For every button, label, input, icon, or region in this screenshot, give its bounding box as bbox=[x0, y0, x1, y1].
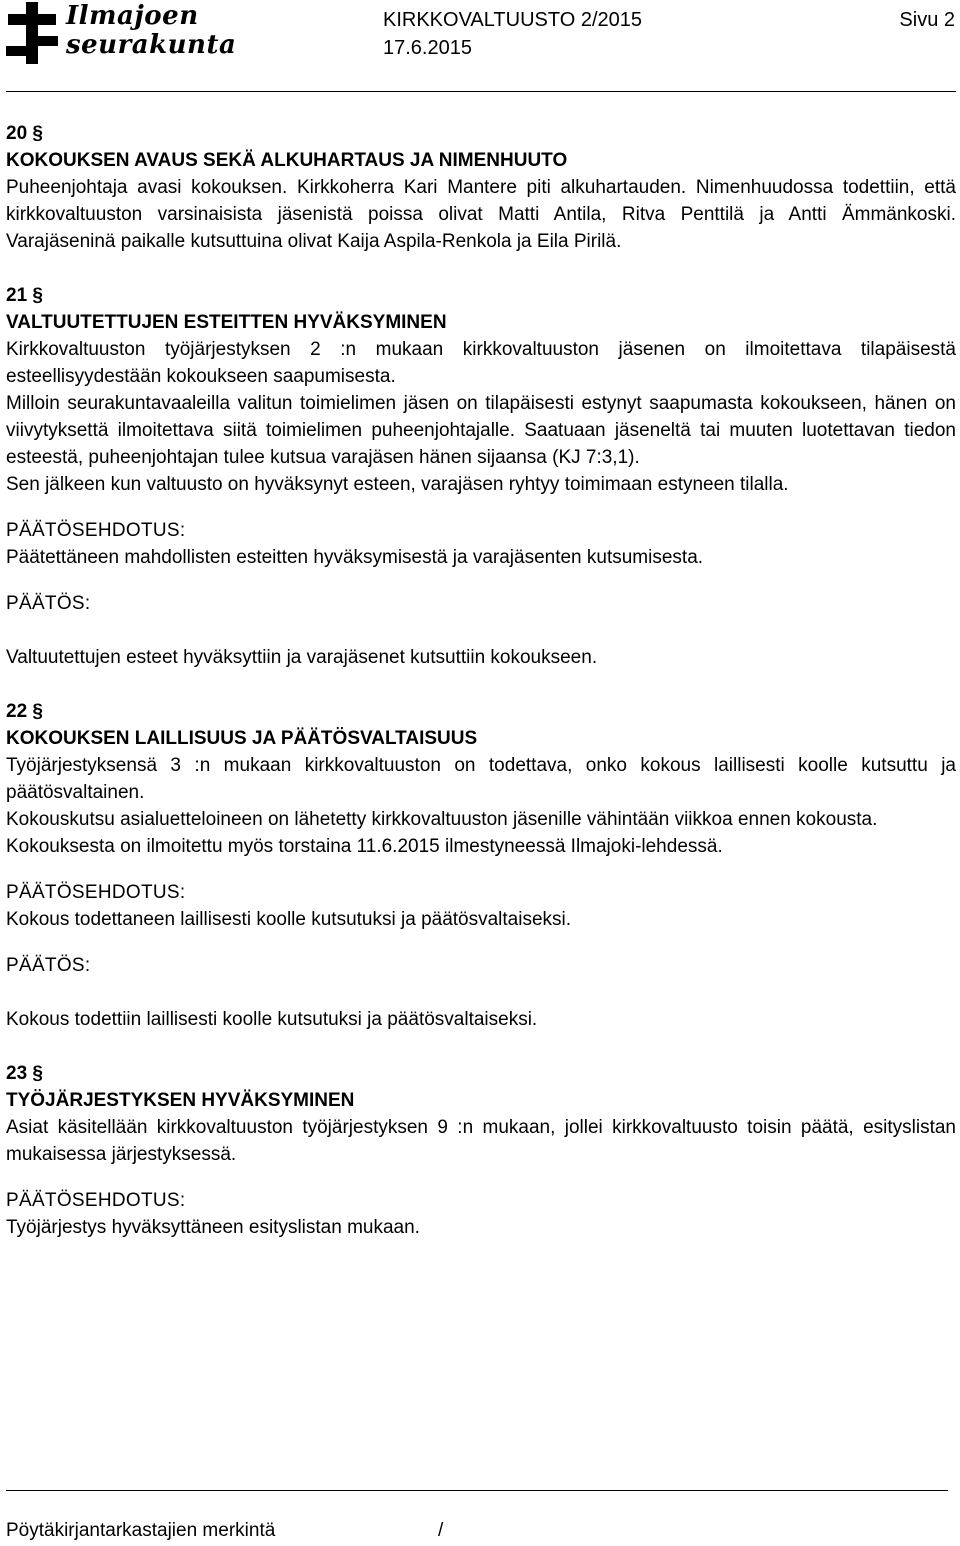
proposal-text: Päätettäneen mahdollisten esteitten hyväksymisestä ja varajäsenten kutsumisesta. bbox=[6, 547, 704, 568]
minutes-content bbox=[6, 120, 956, 1241]
section-number: 23 § bbox=[6, 1063, 43, 1084]
proposal-text: Työjärjestys hyväksyttäneen esityslistan mukaan. bbox=[6, 1217, 420, 1238]
decision-text: Kokous todettiin laillisesti koolle kutsutuksi ja päätösvaltaiseksi. bbox=[6, 1009, 538, 1030]
footer-divider bbox=[6, 1490, 948, 1491]
meeting-date: 17.6.2015 bbox=[383, 37, 472, 59]
header-divider bbox=[6, 91, 956, 92]
section-title: KOKOUKSEN LAILLISUUS JA PÄÄTÖSVALTAISUUS bbox=[6, 728, 478, 749]
section-title: VALTUUTETTUJEN ESTEITTEN HYVÄKSYMINEN bbox=[6, 312, 447, 333]
reviewers-mark-label: Pöytäkirjantarkastajien merkintä bbox=[6, 1520, 276, 1541]
logo-line-2: seurakunta bbox=[66, 30, 237, 60]
section-paragraph: Työjärjestyksensä 3 :n mukaan kirkkovaltuuston on todettava, onko kokous laillisesti koolle kutsuttu ja päätösvaltainen. bbox=[6, 755, 956, 803]
parish-logo bbox=[6, 2, 246, 66]
document-title: KIRKKOVALTUUSTO 2/2015 bbox=[383, 9, 642, 31]
proposal-label: PÄÄTÖSEHDOTUS: bbox=[6, 882, 186, 903]
logo-text bbox=[66, 2, 236, 60]
section-number: 22 § bbox=[6, 701, 43, 722]
section-paragraph: Kokouksesta on ilmoitettu myös torstaina 11.6.2015 ilmestyneessä Ilmajoki-lehdessä. bbox=[6, 836, 723, 857]
decision-text: Valtuutettujen esteet hyväksyttiin ja varajäsenet kutsuttiin kokoukseen. bbox=[6, 647, 598, 668]
section-title: KOKOUKSEN AVAUS SEKÄ ALKUHARTAUS JA NIMENHUUTO bbox=[6, 150, 568, 171]
section-title: TYÖJÄRJESTYKSEN HYVÄKSYMINEN bbox=[6, 1090, 355, 1111]
decision-label: PÄÄTÖS: bbox=[6, 955, 91, 976]
proposal-label: PÄÄTÖSEHDOTUS: bbox=[6, 520, 186, 541]
page-number: Sivu 2 bbox=[899, 9, 955, 31]
logo-line-1: Ilmajoen bbox=[66, 1, 199, 31]
section-paragraph: Sen jälkeen kun valtuusto on hyväksynyt esteen, varajäsen ryhtyy toimimaan estyneen tilalla. bbox=[6, 474, 789, 495]
proposal-text: Kokous todettaneen laillisesti koolle kutsutuksi ja päätösvaltaiseksi. bbox=[6, 909, 572, 930]
cross-icon bbox=[6, 2, 58, 64]
section-paragraph: Kirkkovaltuuston työjärjestyksen 2 :n mukaan kirkkovaltuuston jäsenen on ilmoitettava tilapäisestä esteellisyydestään kokoukseen saapumisesta. bbox=[6, 339, 956, 387]
section-number: 21 § bbox=[6, 285, 43, 306]
section-text: Asiat käsitellään kirkkovaltuuston työjärjestyksen 9 :n mukaan, jollei kirkkovaltuusto toisin päätä, esityslistan mukaisessa järjestyksessä. bbox=[6, 1117, 956, 1165]
signature-separator: / bbox=[438, 1520, 444, 1541]
section-number: 20 § bbox=[6, 123, 43, 144]
section-paragraph: Milloin seurakuntavaaleilla valitun toimielimen jäsen on tilapäisesti estynyt saapumasta kokoukseen, hänen on viivytyksettä ilmoitettava siitä toimielimen puheenjohtajalle. Saatuaan jäseneltä tai muuten luotettavan tiedon esteestä, puheenjohtajan tulee kutsua varajäsen hänen sijaansa (KJ 7:3,1). bbox=[6, 393, 956, 468]
footer bbox=[6, 1517, 444, 1544]
decision-label: PÄÄTÖS: bbox=[6, 593, 91, 614]
proposal-label: PÄÄTÖSEHDOTUS: bbox=[6, 1190, 186, 1211]
section-text: Puheenjohtaja avasi kokouksen. Kirkkoherra Kari Mantere piti alkuhartauden. Nimenhuudossa todettiin, että kirkkovaltuuston varsinaisista jäsenistä poissa olivat Matti Antila, Ritva Penttilä ja Antti Ämmänkoski. Varajäseninä paikalle kutsuttuina olivat Kaija Aspila-Renkola ja Eila Pirilä. bbox=[6, 177, 956, 252]
section-paragraph: Kokouskutsu asialuetteloineen on lähetetty kirkkovaltuuston jäsenille vähintään viikkoa ennen kokousta. bbox=[6, 809, 878, 830]
